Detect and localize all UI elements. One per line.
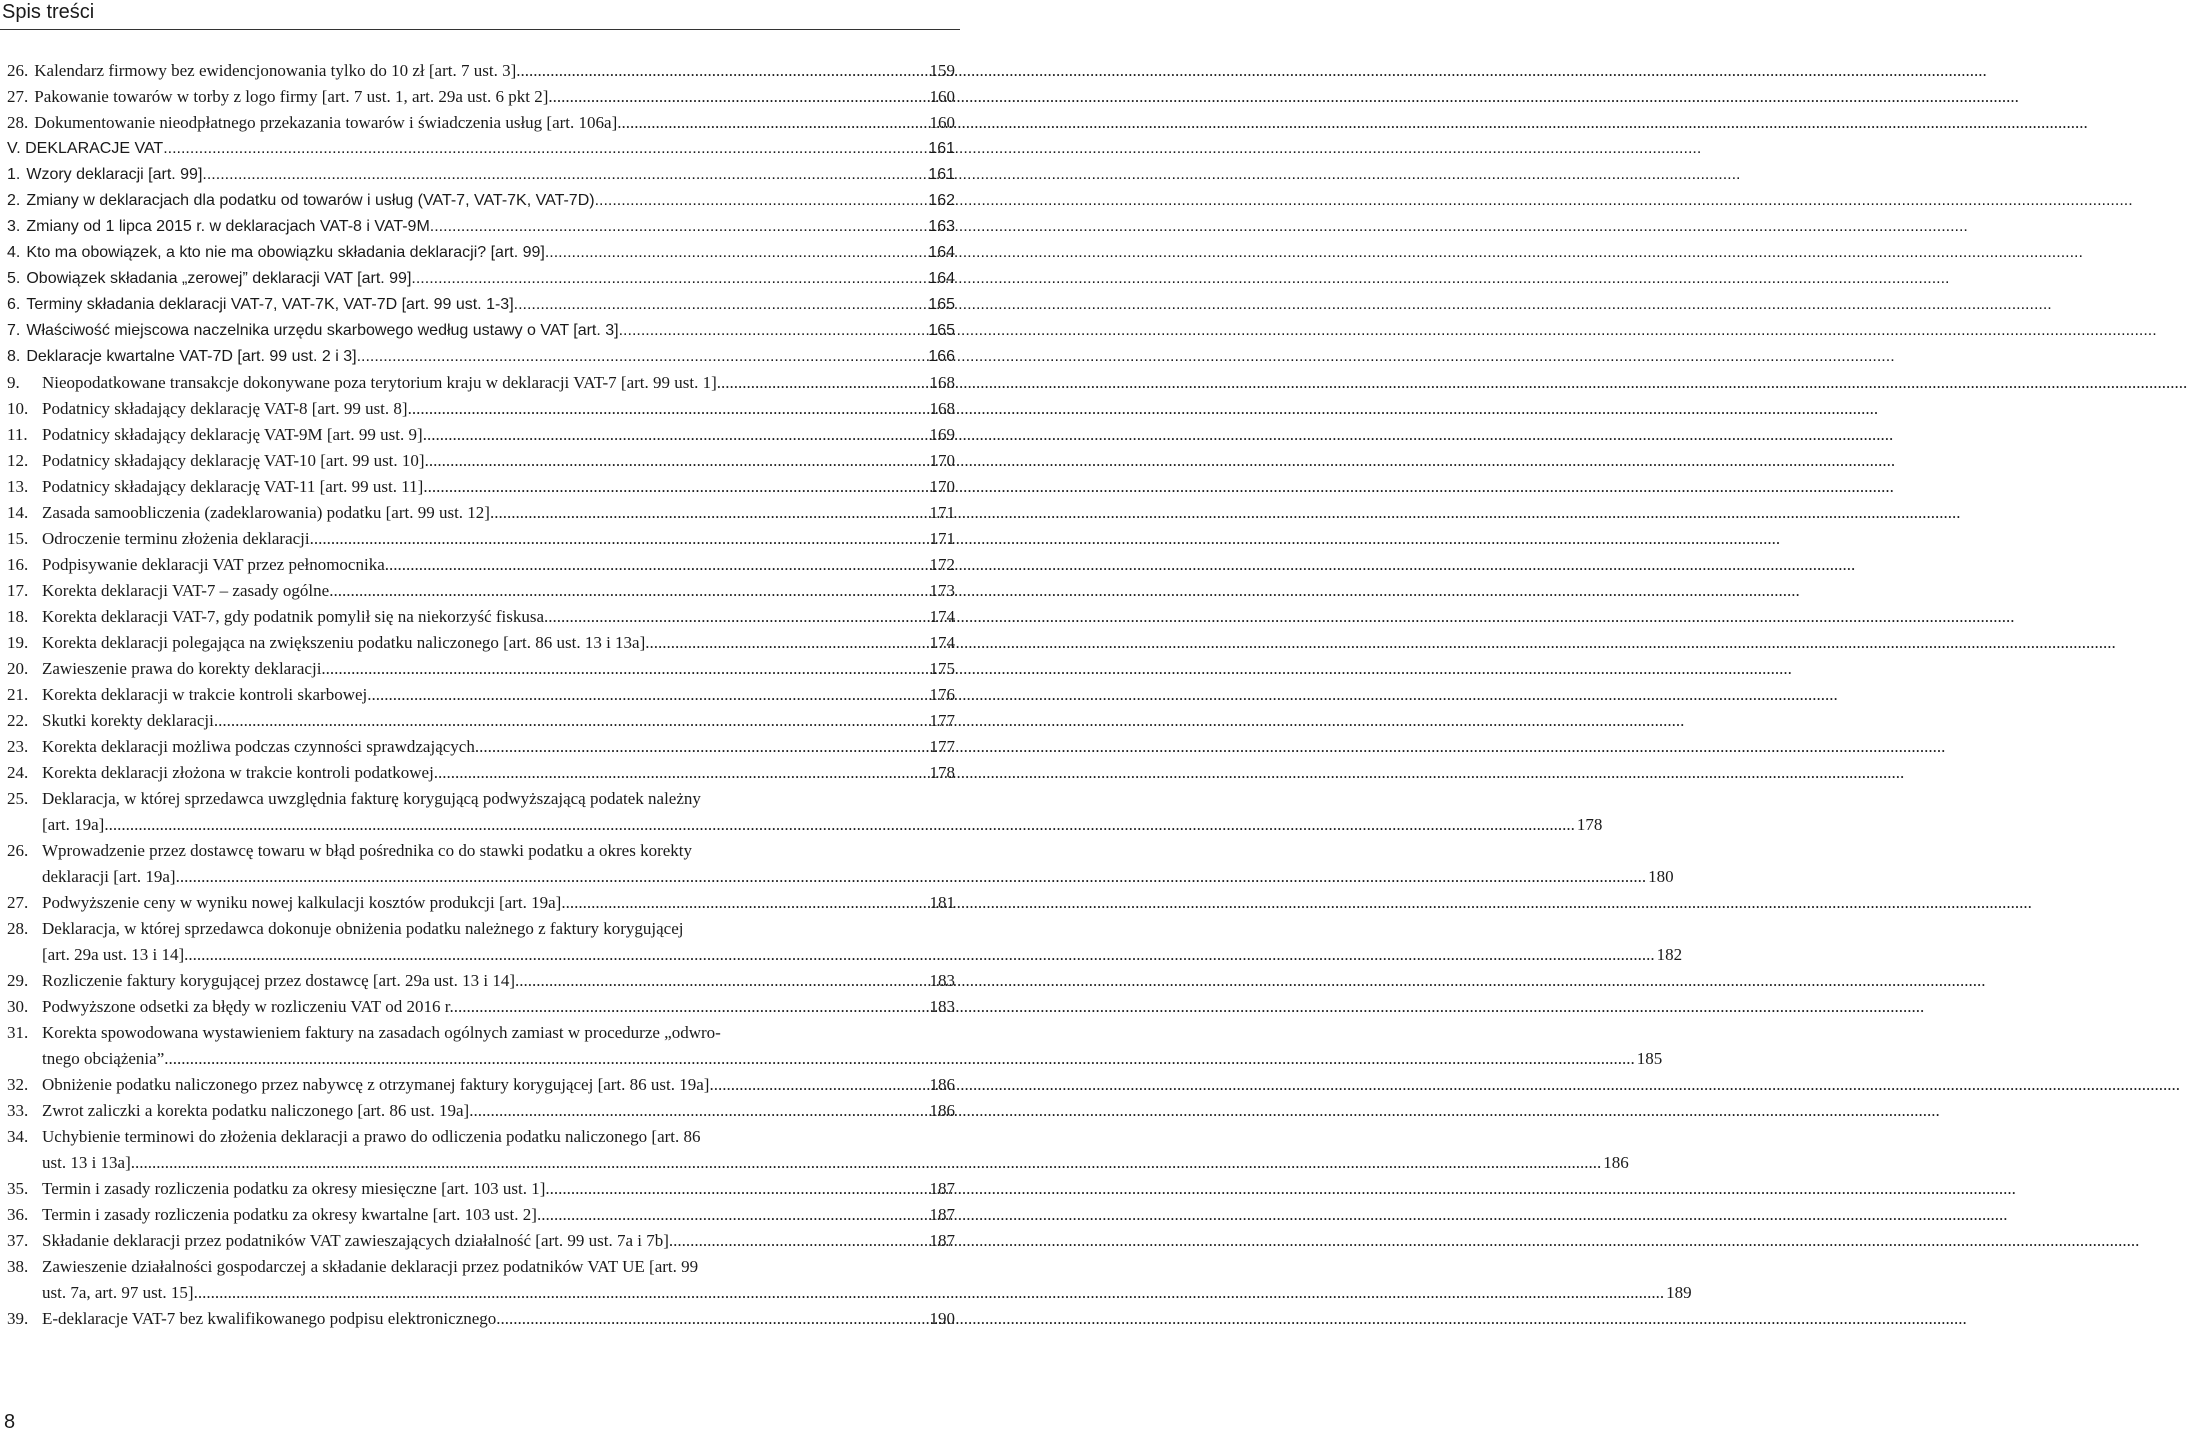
toc-entry-title: Odroczenie terminu złożenia deklaracji <box>42 529 310 548</box>
toc-entry-number: 16. <box>7 555 29 574</box>
toc-entry-number: 31. <box>7 1023 29 1042</box>
toc-entry-number: 18. <box>7 607 29 626</box>
toc-entry[interactable] <box>7 1124 1629 1176</box>
toc-leader-dots <box>717 370 928 396</box>
toc-entry-number: 20. <box>7 659 29 678</box>
toc-entry-number: 21. <box>7 685 29 704</box>
toc-entry-page: 181 <box>929 893 955 912</box>
toc-entry-page: 164 <box>928 270 955 287</box>
toc-entry-title: Zawieszenie prawa do korekty deklaracji <box>42 659 322 678</box>
toc-entry[interactable] <box>7 1020 1663 1072</box>
toc-entry-title: Korekta deklaracji polegająca na zwiększeniu podatku naliczonego [art. 86 ust. 13 i 13a] <box>42 633 646 652</box>
toc-entry-number: 26. <box>7 61 29 80</box>
toc-entry[interactable] <box>7 58 955 84</box>
toc-entry-number: 10. <box>7 399 29 418</box>
toc-entry-number: 15. <box>7 529 29 548</box>
toc-leader-dots <box>184 942 1655 968</box>
toc-entry[interactable] <box>7 84 955 110</box>
toc-leader-dots <box>545 240 926 266</box>
toc-entry-title: Zasada samoobliczenia (zadeklarowania) podatku [art. 99 ust. 12] <box>42 503 490 522</box>
toc-entry[interactable] <box>7 214 955 240</box>
toc-entry-title: Podatnicy składający deklarację VAT-9M [art. 99 ust. 9] <box>42 425 423 444</box>
toc-entry-page: 175 <box>929 659 955 678</box>
toc-entry[interactable] <box>7 448 955 474</box>
toc-entry-title: Korekta deklaracji możliwa podczas czynności sprawdzających <box>42 737 475 756</box>
toc-leader-dots <box>548 84 927 110</box>
toc-entry-page: 171 <box>929 529 955 548</box>
toc-entry-title: Właściwość miejscowa naczelnika urzędu skarbowego według ustawy o VAT [art. 3] <box>26 322 619 339</box>
toc-entry[interactable] <box>7 656 955 682</box>
toc-entry-page: 183 <box>929 971 955 990</box>
toc-entry-title: Zmiany w deklaracjach dla podatku od towarów i usług (VAT-7, VAT-7K, VAT-7D) <box>26 192 595 209</box>
toc-leader-dots <box>595 188 927 214</box>
toc-leader-dots <box>544 604 927 630</box>
toc-leader-dots <box>423 422 928 448</box>
page-number: 8 <box>4 1411 16 1433</box>
toc-entry-title: Podatnicy składający deklarację VAT-8 [art. 99 ust. 8] <box>42 399 408 418</box>
toc-entry-page: 160 <box>929 87 955 106</box>
toc-entry[interactable] <box>7 526 955 552</box>
toc-entry-page: 161 <box>928 166 955 183</box>
table-of-contents <box>7 58 1692 1332</box>
page-header <box>0 0 960 32</box>
toc-entry[interactable] <box>7 760 955 786</box>
toc-entry-page: 168 <box>929 399 955 418</box>
toc-entry-number: 4. <box>7 244 21 261</box>
toc-entry-page: 165 <box>928 296 955 313</box>
toc-entry-page: 161 <box>928 140 955 157</box>
toc-entry-page: 174 <box>929 633 955 652</box>
toc-leader-dots <box>194 1280 1665 1306</box>
toc-entry-title: E-deklaracje VAT-7 bez kwalifikowanego podpisu elektronicznego <box>42 1309 497 1328</box>
toc-entry-page: 169 <box>929 425 955 444</box>
toc-entry[interactable] <box>7 916 1683 968</box>
toc-entry-number: 37. <box>7 1231 29 1250</box>
toc-entry[interactable] <box>7 1072 955 1098</box>
toc-entry-title-cont: ust. 7a, art. 97 ust. 15] <box>42 1283 194 1302</box>
toc-leader-dots <box>367 682 927 708</box>
toc-entry-page: 160 <box>929 113 955 132</box>
toc-entry-page: 165 <box>928 322 955 339</box>
toc-entry[interactable] <box>7 344 955 370</box>
toc-entry-number: 22. <box>7 711 29 730</box>
toc-entry-page: 187 <box>929 1205 955 1224</box>
toc-leader-dots <box>411 266 926 292</box>
toc-entry[interactable] <box>7 1098 955 1124</box>
toc-entry-title: Wzory deklaracji [art. 99] <box>26 166 203 183</box>
toc-leader-dots <box>131 1150 1602 1176</box>
toc-entry-title: Zwrot zaliczki a korekta podatku naliczonego [art. 86 ust. 19a] <box>42 1101 470 1120</box>
toc-entry[interactable] <box>7 110 955 136</box>
toc-leader-dots <box>385 552 928 578</box>
toc-entry[interactable] <box>7 266 955 292</box>
toc-entry-page: 183 <box>929 997 955 1016</box>
toc-entry-number: 24. <box>7 763 29 782</box>
toc-entry-title: Kalendarz firmowy bez ewidencjonowania tylko do 10 zł [art. 7 ust. 3] <box>34 61 517 80</box>
toc-entry-number: 35. <box>7 1179 29 1198</box>
toc-entry[interactable] <box>7 786 1603 838</box>
toc-entry-page: 159 <box>929 61 955 80</box>
toc-entry[interactable] <box>7 1254 1692 1306</box>
toc-entry-number: 2. <box>7 192 21 209</box>
toc-entry[interactable] <box>7 396 955 422</box>
toc-leader-dots <box>454 994 928 1020</box>
toc-leader-dots <box>475 734 928 760</box>
toc-entry-number: 7. <box>7 322 21 339</box>
toc-entry-page: 166 <box>928 348 955 365</box>
toc-entry-title: Termin i zasady rozliczenia podatku za okresy miesięczne [art. 103 ust. 1] <box>42 1179 546 1198</box>
toc-leader-dots <box>163 136 926 162</box>
toc-entry-title: Podpisywanie deklaracji VAT przez pełnomocnika <box>42 555 385 574</box>
toc-entry-title: Korekta deklaracji w trakcie kontroli skarbowej <box>42 685 368 704</box>
toc-entry-page: 170 <box>929 477 955 496</box>
toc-entry-title: Kto ma obowiązek, a kto nie ma obowiązku składania deklaracji? [art. 99] <box>26 244 545 261</box>
toc-entry-title-cont: [art. 19a] <box>42 815 105 834</box>
toc-entry[interactable] <box>7 1306 955 1332</box>
toc-entry-number: 32. <box>7 1075 29 1094</box>
toc-entry-title: Dokumentowanie nieodpłatnego przekazania towarów i świadczenia usług [art. 106a] <box>34 113 618 132</box>
toc-entry-title: Obniżenie podatku naliczonego przez nabywcę z otrzymanej faktury korygującej [art. 86 ust. 19a] <box>42 1075 710 1094</box>
toc-leader-dots <box>496 1306 927 1332</box>
toc-entry[interactable] <box>7 708 955 734</box>
toc-entry-page: 187 <box>929 1179 955 1198</box>
toc-entry-title: Deklaracje kwartalne VAT-7D [art. 99 ust. 2 i 3] <box>26 348 357 365</box>
toc-entry-title: Korekta deklaracji VAT-7, gdy podatnik pomylił się na niekorzyść fiskusa <box>42 607 545 626</box>
toc-leader-dots <box>516 58 927 84</box>
toc-entry-page: 164 <box>928 244 955 261</box>
toc-entry-number: 5. <box>7 270 21 287</box>
toc-entry-title: Podatnicy składający deklarację VAT-10 [art. 99 ust. 10] <box>42 451 425 470</box>
toc-entry-title: V. DEKLARACJE VAT <box>7 140 164 157</box>
toc-entry-page: 170 <box>929 451 955 470</box>
toc-entry-title: Korekta deklaracji złożona w trakcie kontroli podatkowej <box>42 763 434 782</box>
toc-leader-dots <box>645 630 927 656</box>
toc-leader-dots <box>545 1176 927 1202</box>
header-rule <box>0 29 960 30</box>
toc-entry[interactable] <box>7 552 955 578</box>
toc-entry-page: 172 <box>929 555 955 574</box>
toc-entry[interactable] <box>7 422 955 448</box>
toc-entry-page: 190 <box>929 1309 955 1328</box>
toc-entry-number: 30. <box>7 997 29 1016</box>
toc-entry[interactable] <box>7 318 955 344</box>
toc-leader-dots <box>430 214 927 240</box>
toc-entry-number: 28. <box>7 113 29 132</box>
toc-entry-number: 1. <box>7 166 21 183</box>
toc-entry-title-cont: ust. 13 i 13a] <box>42 1153 131 1172</box>
toc-entry-page: 163 <box>928 218 955 235</box>
toc-entry-title-cont: deklaracji [art. 19a] <box>42 867 176 886</box>
toc-entry-number: 9. <box>7 373 20 392</box>
toc-entry-number: 8. <box>7 348 21 365</box>
toc-entry-page: 177 <box>929 737 955 756</box>
toc-entry-page: 168 <box>929 373 955 392</box>
toc-entry[interactable] <box>7 474 955 500</box>
toc-entry-number: 3. <box>7 218 21 235</box>
toc-entry-number: 6. <box>7 296 21 313</box>
toc-entry[interactable] <box>7 292 955 318</box>
toc-leader-dots <box>617 110 927 136</box>
toc-entry-number: 23. <box>7 737 29 756</box>
toc-leader-dots <box>619 318 927 344</box>
toc-entry[interactable] <box>7 682 955 708</box>
toc-entry-page: 177 <box>929 711 955 730</box>
toc-leader-dots <box>490 500 928 526</box>
toc-entry[interactable] <box>7 1176 955 1202</box>
toc-entry-title: Obowiązek składania „zerowej” deklaracji VAT [art. 99] <box>26 270 412 287</box>
toc-section-heading[interactable] <box>7 136 955 162</box>
toc-entry-page: 178 <box>929 763 955 782</box>
toc-entry[interactable] <box>7 838 1674 890</box>
toc-entry-number: 33. <box>7 1101 29 1120</box>
toc-entry[interactable] <box>7 630 955 656</box>
toc-entry-title: Podwyższone odsetki za błędy w rozliczeniu VAT od 2016 r. <box>42 997 454 1016</box>
toc-leader-dots <box>469 1098 927 1124</box>
toc-entry[interactable] <box>7 890 955 916</box>
toc-entry[interactable] <box>7 1228 955 1254</box>
toc-leader-dots <box>434 760 928 786</box>
toc-entry-number: 34. <box>7 1127 29 1146</box>
toc-leader-dots <box>709 1072 927 1098</box>
toc-entry-page: 180 <box>1648 867 1674 886</box>
toc-leader-dots <box>214 708 928 734</box>
toc-entry[interactable] <box>7 734 955 760</box>
toc-entry-page: 176 <box>929 685 955 704</box>
toc-entry-number: 28. <box>7 919 29 938</box>
toc-entry-title: Zawieszenie działalności gospodarczej a składanie deklaracji przez podatników VAT UE [art. 99 <box>42 1257 699 1276</box>
toc-entry-number: 39. <box>7 1309 29 1328</box>
toc-entry-number: 36. <box>7 1205 29 1224</box>
toc-entry-page: 171 <box>929 503 955 522</box>
toc-entry-number: 27. <box>7 893 29 912</box>
toc-entry-title: Deklaracja, w której sprzedawca uwzględnia fakturę korygującą podwyższającą podatek należny <box>42 789 701 808</box>
toc-leader-dots <box>329 578 927 604</box>
toc-leader-dots <box>104 812 1575 838</box>
toc-leader-dots <box>561 890 927 916</box>
toc-entry-number: 17. <box>7 581 29 600</box>
toc-entry-title: Termin i zasady rozliczenia podatku za okresy kwartalne [art. 103 ust. 2] <box>42 1205 537 1224</box>
toc-entry-page: 173 <box>929 581 955 600</box>
toc-entry[interactable] <box>7 370 955 396</box>
toc-entry-number: 26. <box>7 841 29 860</box>
toc-leader-dots <box>164 1046 1635 1072</box>
toc-entry-page: 162 <box>928 192 955 209</box>
toc-entry-number: 13. <box>7 477 29 496</box>
toc-entry-number: 12. <box>7 451 29 470</box>
toc-leader-dots <box>321 656 927 682</box>
toc-leader-dots <box>537 1202 928 1228</box>
toc-entry-page: 182 <box>1656 945 1683 964</box>
toc-entry[interactable] <box>7 162 955 188</box>
toc-entry-title: Terminy składania deklaracji VAT-7, VAT-7K, VAT-7D [art. 99 ust. 1-3] <box>26 296 514 313</box>
toc-entry[interactable] <box>7 968 955 994</box>
toc-entry[interactable] <box>7 578 955 604</box>
toc-leader-dots <box>310 526 928 552</box>
toc-entry-number: 27. <box>7 87 29 106</box>
toc-entry-title: Nieopodatkowane transakcje dokonywane poza terytorium kraju w deklaracji VAT-7 [art. 99 ust. 1] <box>42 373 717 392</box>
toc-entry-number: 25. <box>7 789 29 808</box>
toc-entry[interactable] <box>7 994 955 1020</box>
toc-entry-title: Korekta deklaracji VAT-7 – zasady ogólne <box>42 581 330 600</box>
toc-entry-title: Wprowadzenie przez dostawcę towaru w błąd pośrednika co do stawki podatku a okres korekty <box>42 841 693 860</box>
toc-entry-title-cont: tnego obciążenia” <box>42 1049 165 1068</box>
toc-entry-number: 19. <box>7 633 29 652</box>
toc-entry[interactable] <box>7 240 955 266</box>
toc-entry-page: 186 <box>929 1075 955 1094</box>
toc-entry-page: 174 <box>929 607 955 626</box>
toc-entry-number: 14. <box>7 503 29 522</box>
toc-entry-page: 189 <box>1666 1283 1692 1302</box>
toc-entry-number: 29. <box>7 971 29 990</box>
toc-leader-dots <box>408 396 928 422</box>
toc-entry-title: Zmiany od 1 lipca 2015 r. w deklaracjach VAT-8 i VAT-9M <box>26 218 430 235</box>
toc-leader-dots <box>423 474 927 500</box>
toc-entry-page: 186 <box>1603 1153 1629 1172</box>
toc-entry-title: Rozliczenie faktury korygującej przez dostawcę [art. 29a ust. 13 i 14] <box>42 971 515 990</box>
header-title: Spis treści <box>2 1 95 23</box>
toc-entry-title-cont: [art. 29a ust. 13 i 14] <box>42 945 185 964</box>
toc-leader-dots <box>514 292 927 318</box>
toc-leader-dots <box>515 968 928 994</box>
toc-leader-dots <box>669 1228 928 1254</box>
toc-entry-page: 178 <box>1576 815 1603 834</box>
toc-entry-page: 187 <box>929 1231 955 1250</box>
toc-entry[interactable] <box>7 1202 955 1228</box>
toc-leader-dots <box>202 162 926 188</box>
toc-entry-title: Deklaracja, w której sprzedawca dokonuje obniżenia podatku należnego z faktury korygującej <box>42 919 684 938</box>
toc-entry-page: 186 <box>929 1101 955 1120</box>
toc-entry-title: Skutki korekty deklaracji <box>42 711 214 730</box>
toc-entry-number: 11. <box>7 425 28 444</box>
toc-entry[interactable] <box>7 188 955 214</box>
toc-leader-dots <box>425 448 928 474</box>
toc-entry-title: Składanie deklaracji przez podatników VAT zawieszających działalność [art. 99 ust. 7a i 7b] <box>42 1231 669 1250</box>
toc-entry-page: 185 <box>1636 1049 1663 1068</box>
toc-entry-number: 38. <box>7 1257 29 1276</box>
toc-entry-title: Korekta spowodowana wystawieniem faktury na zasadach ogólnych zamiast w procedurze „odwro- <box>42 1023 721 1042</box>
toc-leader-dots <box>357 344 927 370</box>
toc-entry-title: Podwyższenie ceny w wyniku nowej kalkulacji kosztów produkcji [art. 19a] <box>42 893 562 912</box>
toc-entry-title: Uchybienie terminowi do złożenia deklaracji a prawo do odliczenia podatku naliczonego [art. 86 <box>42 1127 701 1146</box>
toc-entry-title: Pakowanie towarów w torby z logo firmy [art. 7 ust. 1, art. 29a ust. 6 pkt 2] <box>34 87 549 106</box>
toc-entry-title: Podatnicy składający deklarację VAT-11 [art. 99 ust. 11] <box>42 477 424 496</box>
toc-leader-dots <box>176 864 1647 890</box>
toc-entry[interactable] <box>7 500 955 526</box>
toc-entry[interactable] <box>7 604 955 630</box>
